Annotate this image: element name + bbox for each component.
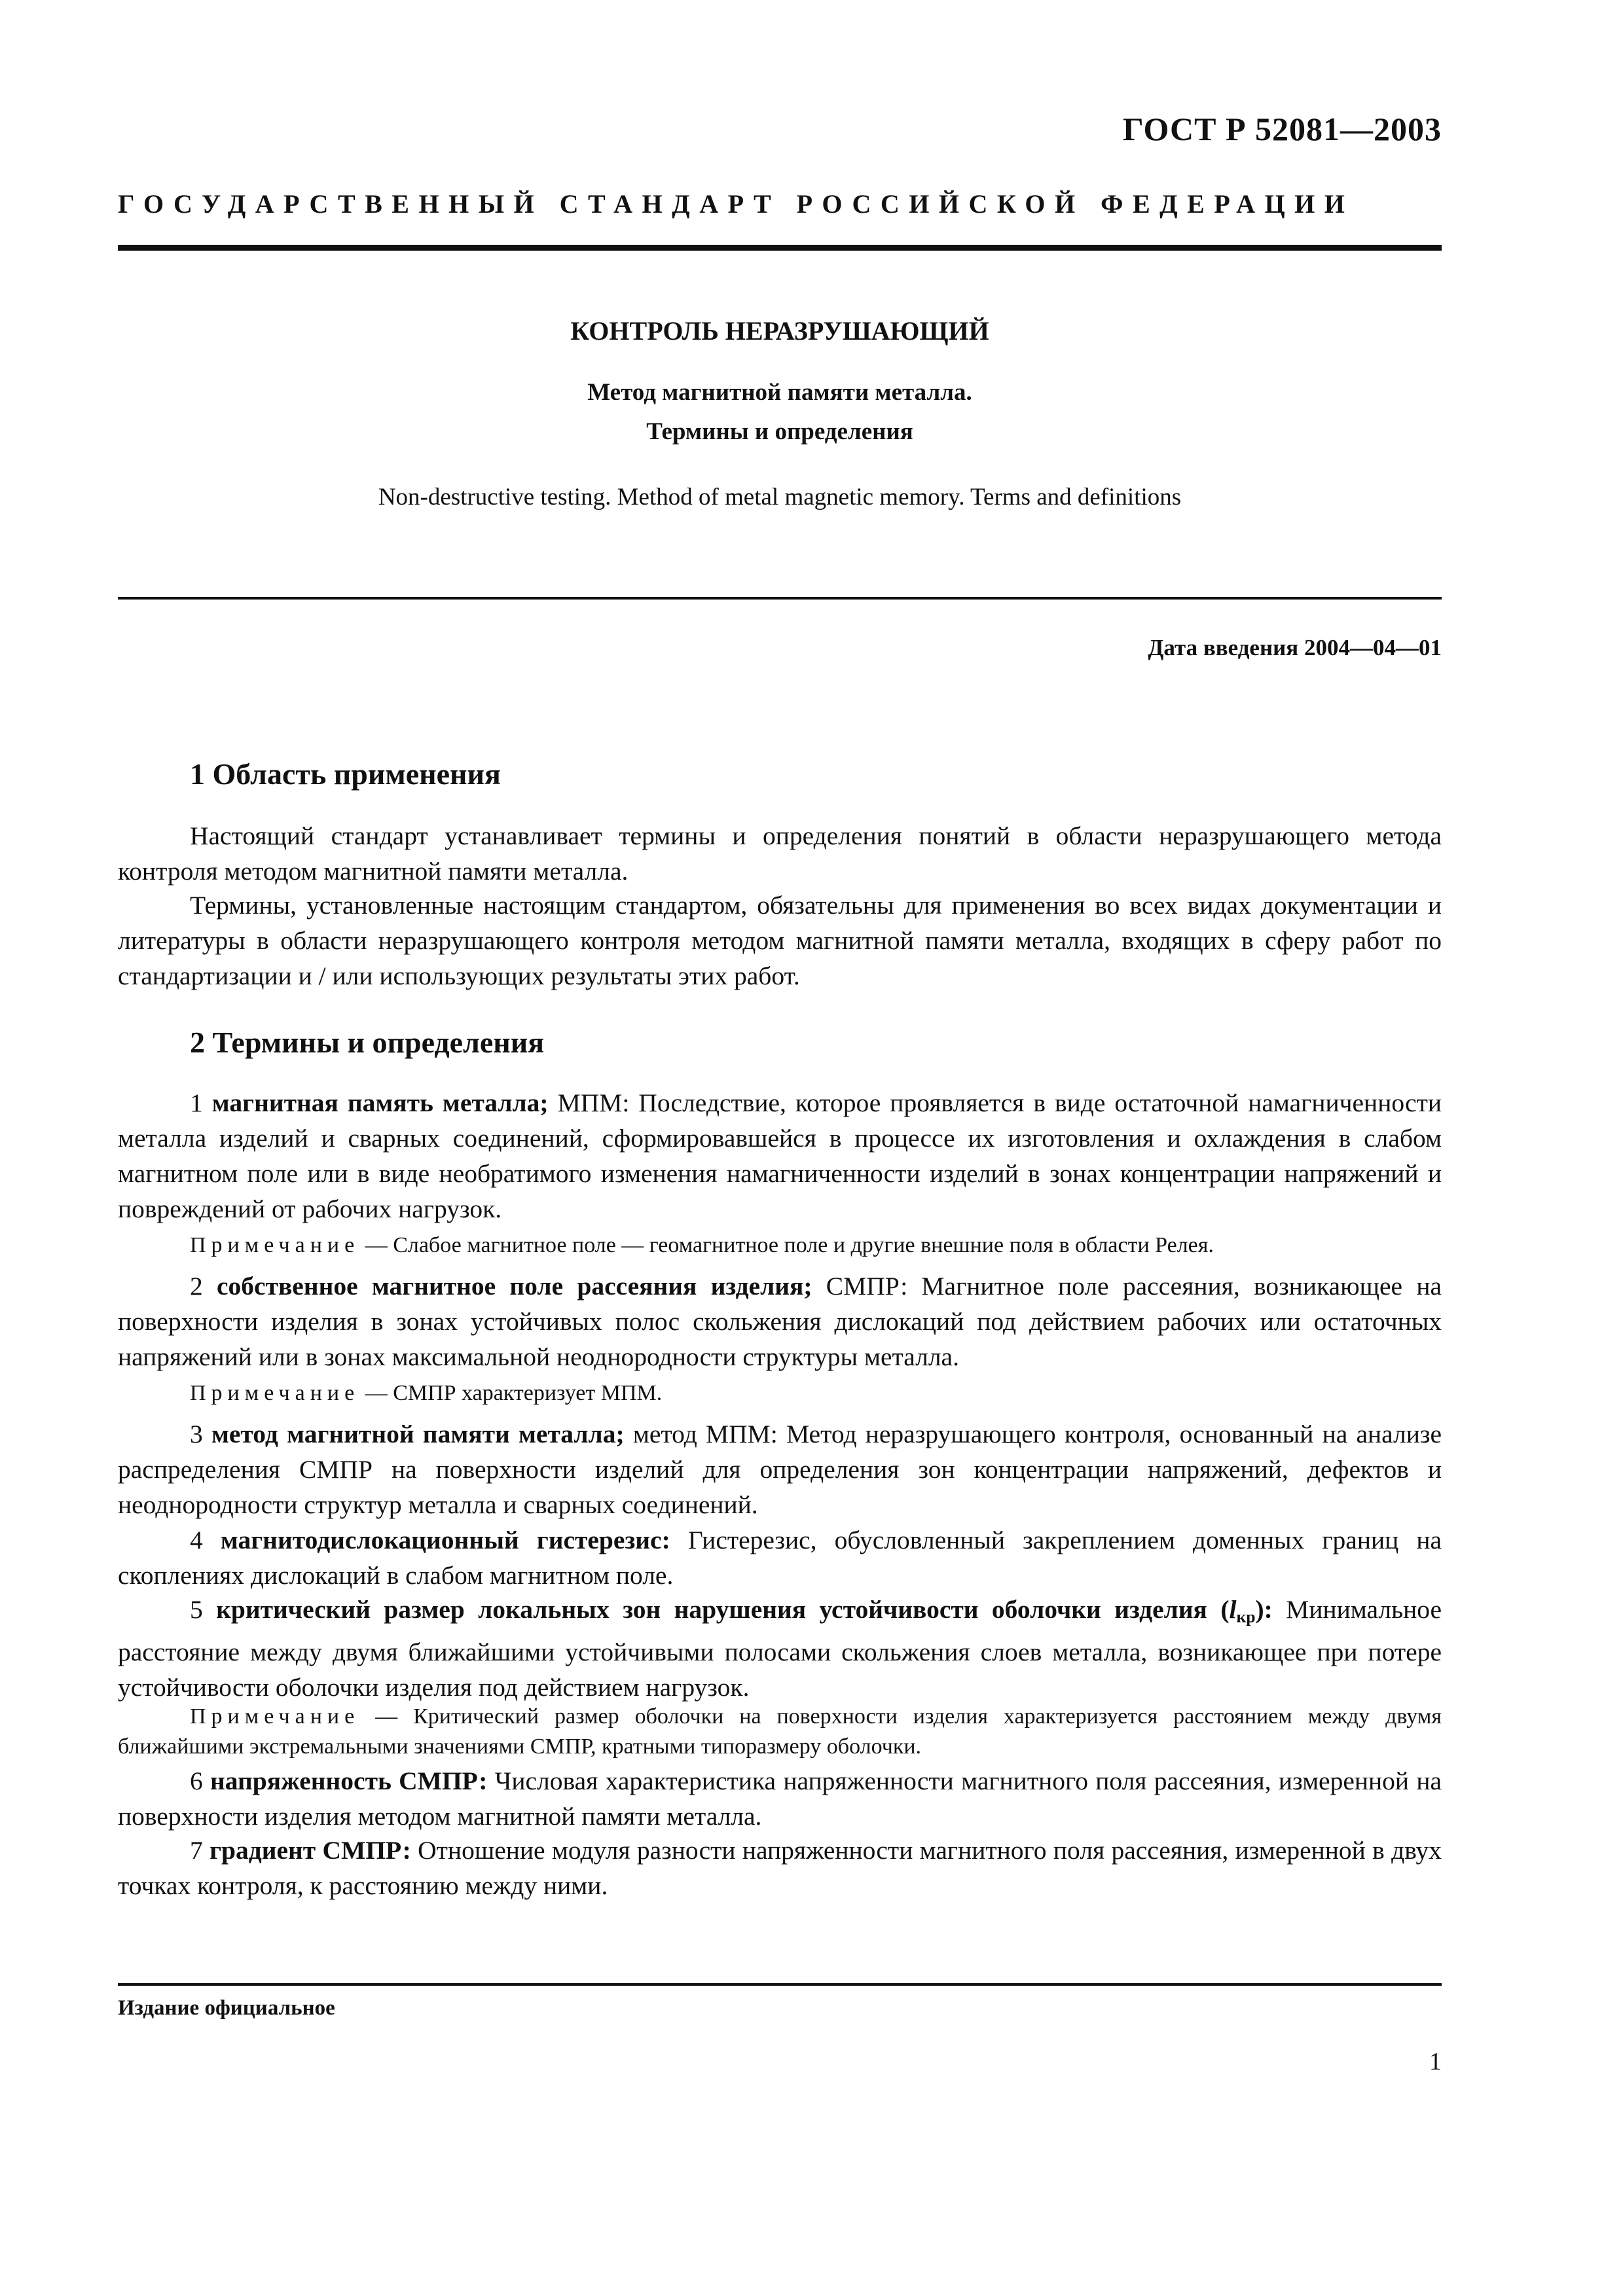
- term-5-note: Примечание — Критический размер оболочки на поверхности изделия характеризуется расстоянием между двумя ближайшими экстремальными значениями СМПР, кратными типоразмеру оболочки.: [118, 1704, 1442, 1759]
- term-6-name: напряженность СМПР:: [210, 1767, 488, 1795]
- section-1-paragraph-1: Настоящий стандарт устанавливает термины и определения понятий в области неразрушающего метода контроля методом магнитной памяти металла.: [118, 821, 1442, 886]
- english-title: Non-destructive testing. Method of metal magnetic memory. Terms and definitions: [378, 484, 1182, 511]
- state-standard-heading: ГОСУДАРСТВЕННЫЙ СТАНДАРТ РОССИЙСКОЙ ФЕДЕРАЦИИ: [118, 189, 1355, 219]
- document-page: [118, 0, 1442, 2296]
- page-number: 1: [1429, 2048, 1442, 2075]
- introduction-date: Дата введения 2004—04—01: [1148, 635, 1442, 660]
- official-edition-label: Издание официальное: [118, 1996, 335, 2020]
- term-5: 5 критический размер локальных зон нарушения устойчивости оболочки изделия $(l_{кр})$: Минимальное расстояние между двумя ближайшими устойчивыми полосами скольжения слоев металла, возникающее при потере устойчивости оболочки изделия под действием нагрузок.: [118, 1595, 1442, 1702]
- term-7: 7 градиент СМПР: Отношение модуля разности напряженности магнитного поля рассеяния, измеренной в двух точках контроля, к расстоянию между ними.: [118, 1836, 1442, 1900]
- gost-identifier: ГОСТ Р 52081—2003: [1122, 111, 1442, 147]
- section-2-heading: 2 Термины и определения: [190, 1026, 545, 1059]
- section-1-paragraph-2: Термины, установленные настоящим стандартом, обязательны для применения во всех видах документации и литературы в области неразрушающего контроля методом магнитной памяти металла, входящих в сферу работ по стандартизации и / или использующих результаты этих работ.: [118, 891, 1442, 990]
- term-3-name: метод магнитной памяти металла;: [211, 1420, 625, 1448]
- footer-rule: [118, 1983, 1442, 1986]
- term-2: 2 собственное магнитное поле рассеяния изделия; СМПР: Магнитное поле рассеяния, возникающее на поверхности изделия в зонах устойчивых полос скольжения дислокаций под действием рабочих или остаточных напряжений или в зонах максимальной неоднородности структуры металла.: [118, 1272, 1442, 1371]
- term-5-name: критический размер локальных зон нарушения устойчивости оболочки изделия $(l_{кр})$:: [216, 1595, 1273, 1626]
- term-3: 3 метод магнитной памяти металла; метод МПМ: Метод неразрушающего контроля, основанный на анализе распределения СМПР на поверхности изделий для определения зон концентрации напряжений, дефектов и неоднородности структур металла и сварных соединений.: [118, 1420, 1442, 1519]
- header-rule: [118, 245, 1442, 251]
- term-6: 6 напряженность СМПР: Числовая характеристика напряженности магнитного поля рассеяния, измеренной на поверхности изделия методом магнитной памяти металла.: [118, 1767, 1442, 1831]
- section-1-heading: 1 Область применения: [190, 757, 501, 791]
- term-2-name: собственное магнитное поле рассеяния изделия;: [217, 1272, 812, 1300]
- document-subtitle-line1: Метод магнитной памяти металла.: [587, 379, 972, 406]
- term-4-name: магнитодислокационный гистерезис:: [220, 1526, 670, 1554]
- term-1: 1 магнитная память металла; МПМ: Последствие, которое проявляется в виде остаточной намагниченности металла изделий и сварных соединений, сформировавшейся в процессе их изготовления и охлаждения в слабом магнитном поле или в виде необратимого изменения намагниченности изделий в зонах концентрации напряжений и повреждений от рабочих нагрузок.: [118, 1088, 1442, 1223]
- title-rule: [118, 597, 1442, 600]
- term-7-name: градиент СМПР:: [210, 1836, 411, 1865]
- term-2-note: Примечание — СМПР характеризует МПМ.: [190, 1381, 663, 1405]
- term-1-name: магнитная память металла;: [211, 1088, 549, 1117]
- document-title: КОНТРОЛЬ НЕРАЗРУШАЮЩИЙ: [570, 316, 989, 346]
- term-4: 4 магнитодислокационный гистерезис: Гистерезис, обусловленный закреплением доменных границ на скоплениях дислокаций в слабом магнитном поле.: [118, 1526, 1442, 1590]
- document-subtitle-line2: Термины и определения: [646, 418, 913, 445]
- term-1-note: Примечание — Слабое магнитное поле — геомагнитное поле и другие внешние поля в области Релея.: [190, 1233, 1214, 1257]
